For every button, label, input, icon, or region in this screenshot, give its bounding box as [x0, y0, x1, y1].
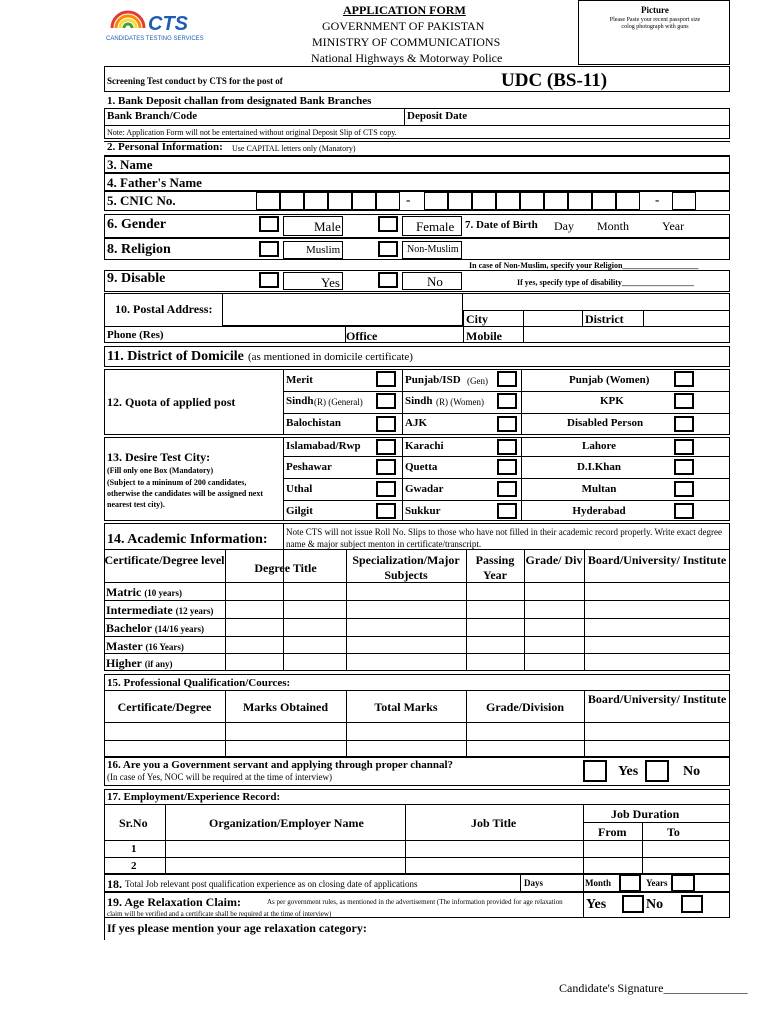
academic-header: Grade/ Div [525, 553, 583, 567]
quota-punjab-isd: Punjab/ISD [405, 374, 461, 386]
female-checkbox[interactable] [378, 216, 398, 232]
dob-label: 7. Date of Birth [465, 219, 538, 231]
dob-day-label: Day [554, 219, 574, 233]
professional-header: Grade/Division [485, 700, 564, 714]
employment-srno-header: Sr.No [119, 816, 148, 830]
employment-label: 17. Employment/Experience Record: [107, 791, 281, 803]
non-muslim-label: Non-Muslim [407, 244, 459, 255]
candidate-signature[interactable]: Candidate's Signature______________ [559, 981, 748, 995]
picture-title: Picture [641, 5, 669, 15]
disable-yes-label: Yes [321, 275, 340, 290]
picture-note: Please Paste your recent passport size colog photograph with guns [609, 17, 701, 31]
test-city-hyderabad: Hyderabad [572, 505, 626, 517]
postal-label: 10. Postal Address: [115, 302, 213, 316]
punjab-women-checkbox[interactable] [674, 371, 694, 387]
professional-header: Total Marks [374, 700, 438, 714]
bank-branch-label: Bank Branch/Code [107, 110, 198, 122]
test-city-note-1: (Fill only one Box (Mandatory) [107, 466, 214, 475]
city-label: City [466, 312, 488, 326]
experience-days: Days [524, 878, 544, 888]
employment-to-header: To [667, 825, 680, 839]
department-title: National Highways & Motorway Police [311, 51, 503, 65]
personal-heading-note: Use CAPITAL letters only (Manatory) [232, 144, 356, 153]
deposit-date-label: Deposit Date [407, 110, 468, 122]
cnic-dash-2: - [655, 192, 660, 207]
phone-res-label: Phone (Res) [107, 329, 164, 341]
test-city-peshawar: Peshawar [286, 461, 332, 473]
test-city-checkbox[interactable] [497, 439, 517, 455]
professional-header: Board/University/ Institute [587, 692, 727, 706]
govt-note: (In case of Yes, NOC will be required at the time of interview) [107, 772, 332, 782]
quota-balochistan: Balochistan [286, 417, 342, 429]
quota-punjab-women: Punjab (Women) [569, 374, 650, 386]
employment-from-header: From [598, 825, 627, 839]
district-label: District [585, 312, 624, 326]
test-city-checkbox[interactable] [376, 459, 396, 475]
religion-label: 8. Religion [107, 242, 171, 257]
bank-note: Note: Application Form will not be entertained without original Deposit Slip of CTS copy. [107, 128, 397, 137]
quota-r-general: (R) (General) [314, 397, 363, 407]
employment-jobtitle-header: Job Title [471, 816, 517, 830]
bank-note-row [104, 125, 730, 139]
quota-kpk: KPK [600, 395, 624, 407]
disabled-checkbox[interactable] [674, 416, 694, 432]
muslim-checkbox[interactable] [259, 241, 279, 257]
academic-row-sub: (10 years) [144, 588, 183, 598]
post-label: Screening Test conduct by CTS for the post of [107, 76, 283, 86]
domicile-note: (as mentioned in domicile certificate) [248, 351, 413, 363]
quota-merit: Merit [286, 374, 313, 386]
test-city-karachi: Karachi [405, 440, 444, 452]
govt-no-label: No [683, 764, 701, 779]
non-muslim-option [402, 241, 462, 259]
mobile-label: Mobile [466, 329, 502, 343]
rainbow-logo-icon [108, 4, 148, 30]
logo-text: CTS [148, 13, 188, 35]
academic-header: Passing Year [475, 553, 515, 582]
test-city-islamabad-rwp: Islamabad/Rwp [286, 440, 361, 452]
female-option [402, 216, 462, 236]
quota-disabled: Disabled Person [567, 417, 644, 429]
sindh-r-checkbox[interactable] [376, 393, 396, 409]
academic-row-sub: (16 Years) [145, 642, 184, 652]
male-option [283, 216, 343, 236]
post-row [104, 66, 730, 92]
test-city-checkbox[interactable] [674, 481, 694, 497]
experience-months-box[interactable] [619, 874, 641, 892]
academic-row-sub: (14/16 years) [154, 624, 205, 634]
father-name-label: 4. Father's Name [107, 175, 202, 190]
experience-months: Month [585, 878, 612, 888]
kpk-checkbox[interactable] [674, 393, 694, 409]
test-city-uthal: Uthal [286, 483, 313, 495]
test-city-quetta: Quetta [405, 461, 438, 473]
academic-row-label: Intermediate (12 years) [106, 603, 214, 617]
non-muslim-checkbox[interactable] [378, 241, 398, 257]
address-field[interactable] [222, 293, 463, 326]
experience-text: Total Job relevant post qualification experience as on closing date of applications [125, 879, 418, 889]
test-city-checkbox[interactable] [376, 481, 396, 497]
test-city-gwadar: Gwadar [405, 483, 444, 495]
academic-row-label: Higher (if any) [106, 656, 173, 670]
test-city-note-2: (Subject to a mininum of 200 candidates, otherwise the candidates will be assigned next nearest test city). [107, 478, 263, 509]
employment-org-header: Organization/Employer Name [209, 816, 364, 830]
employment-row-1: 1 [131, 843, 137, 855]
quota-r-women: (R) (Women) [436, 397, 485, 407]
test-city-checkbox[interactable] [674, 439, 694, 455]
academic-row-sub: (if any) [144, 659, 173, 669]
test-city-checkbox[interactable] [376, 503, 396, 519]
age-yes-checkbox[interactable] [622, 895, 644, 913]
punjab-isd-checkbox[interactable] [497, 371, 517, 387]
quota-sindh-r: Sindh [286, 395, 314, 407]
age-yes-label: Yes [586, 897, 607, 912]
professional-header: Marks Obtained [242, 700, 328, 714]
gender-label: 6. Gender [107, 217, 167, 232]
disable-no-checkbox[interactable] [378, 272, 398, 288]
quota-sindh-w: Sindh [405, 395, 433, 407]
male-checkbox[interactable] [259, 216, 279, 232]
experience-label: 18. [107, 877, 122, 891]
govt-yes-label: Yes [618, 764, 639, 779]
merit-checkbox[interactable] [376, 371, 396, 387]
govt-yes-checkbox[interactable] [583, 760, 607, 782]
dob-month-label: Month [597, 219, 630, 233]
male-label: Male [314, 219, 341, 234]
experience-years-box[interactable] [671, 874, 695, 892]
age-label: 19. Age Relaxation Claim: [107, 895, 241, 909]
cts-logo [106, 4, 204, 44]
religion-note: In case of Non-Muslim, specify your Religion___________________ [469, 261, 699, 270]
test-city-label: 13. Desire Test City: [107, 450, 211, 464]
dob-year-label: Year [662, 219, 685, 233]
test-city-lahore: Lahore [581, 440, 617, 452]
test-city-gilgit: Gilgit [286, 505, 313, 517]
post-value: UDC (BS-11) [501, 70, 608, 91]
test-city-checkbox[interactable] [497, 503, 517, 519]
personal-heading: 2. Personal Information: [107, 141, 223, 153]
female-label: Female [416, 219, 455, 234]
disable-no-label: No [427, 274, 443, 289]
form-title: APPLICATION FORM [343, 3, 466, 17]
academic-header: Certificate/Degree level [104, 553, 225, 567]
test-city-multan: Multan [581, 483, 617, 495]
name-label: 3. Name [107, 157, 153, 172]
ministry-title: MINISTRY OF COMMUNICATIONS [312, 35, 501, 49]
quota-gen: (Gen) [467, 376, 488, 386]
father-name-field[interactable] [104, 173, 730, 191]
test-city-sukkur: Sukkur [405, 505, 441, 517]
academic-row-label: Bachelor (14/16 years) [106, 621, 205, 635]
domicile-label: 11. District of Domicile [107, 349, 244, 364]
test-city-d-i-khan: D.I.Khan [576, 461, 622, 473]
balochistan-checkbox[interactable] [376, 416, 396, 432]
quota-ajk: AJK [405, 417, 427, 429]
age-no-checkbox[interactable] [681, 895, 703, 913]
cnic-dash-1: - [406, 192, 411, 207]
academic-row-label: Master (16 Years) [106, 639, 184, 653]
academic-note: Note CTS will not issue Roll No. Slips to those who have not filled in their academic record properly. Write exact degree name & major subject menton in certificate/transcript. [286, 527, 723, 549]
academic-row-sub: (12 years) [175, 606, 214, 616]
academic-row-label: Matric (10 years) [106, 585, 183, 599]
quota-label: 12. Quota of applied post [107, 395, 236, 409]
academic-header: Specialization/Major Subjects [352, 553, 460, 582]
government-title: GOVERNMENT OF PAKISTAN [322, 19, 485, 33]
test-city-checkbox[interactable] [674, 503, 694, 519]
professional-header: Certificate/Degree [117, 700, 212, 714]
academic-label: 14. Academic Information: [107, 532, 268, 547]
professional-label: 15. Professional Qualification/Cources: [107, 677, 291, 689]
office-label: Office [346, 329, 378, 343]
test-city-checkbox[interactable] [674, 459, 694, 475]
disability-note: If yes, specify type of disability__________________ [517, 278, 694, 287]
age-no-label: No [646, 897, 664, 912]
disable-label: 9. Disable [107, 271, 166, 286]
employment-row-2: 2 [131, 860, 137, 872]
cnic-label: 5. CNIC No. [107, 193, 176, 208]
test-city-checkbox[interactable] [497, 481, 517, 497]
age-note: As per government rules, as mentioned in the advertisement (The information provided for age relaxation claim will be verified and a certificate shall be required at the time of interview) [107, 898, 563, 918]
picture-box[interactable] [578, 0, 730, 65]
logo-subtitle: CANDIDATES TESTING SERVICES [106, 36, 204, 42]
experience-years: Years [646, 878, 668, 888]
muslim-label: Muslim [306, 244, 341, 256]
ajk-checkbox[interactable] [497, 416, 517, 432]
disable-yes-checkbox[interactable] [259, 272, 279, 288]
academic-header: Degree Title [254, 561, 317, 575]
disable-no-option [402, 272, 462, 290]
disable-yes-option [283, 272, 343, 290]
sindh-women-checkbox[interactable] [497, 393, 517, 409]
bank-heading: 1. Bank Deposit challan from designated Bank Branches [107, 95, 372, 107]
govt-label: 16. Are you a Government servant and applying through proper channal? [107, 759, 454, 771]
employment-duration-header: Job Duration [611, 807, 680, 821]
name-field[interactable] [104, 156, 730, 173]
academic-header: Board/University/ Institute [587, 553, 727, 567]
muslim-option [283, 241, 343, 259]
test-city-checkbox[interactable] [497, 459, 517, 475]
test-city-checkbox[interactable] [376, 439, 396, 455]
govt-no-checkbox[interactable] [645, 760, 669, 782]
age-category-label: If yes please mention your age relaxation category: [107, 921, 367, 935]
